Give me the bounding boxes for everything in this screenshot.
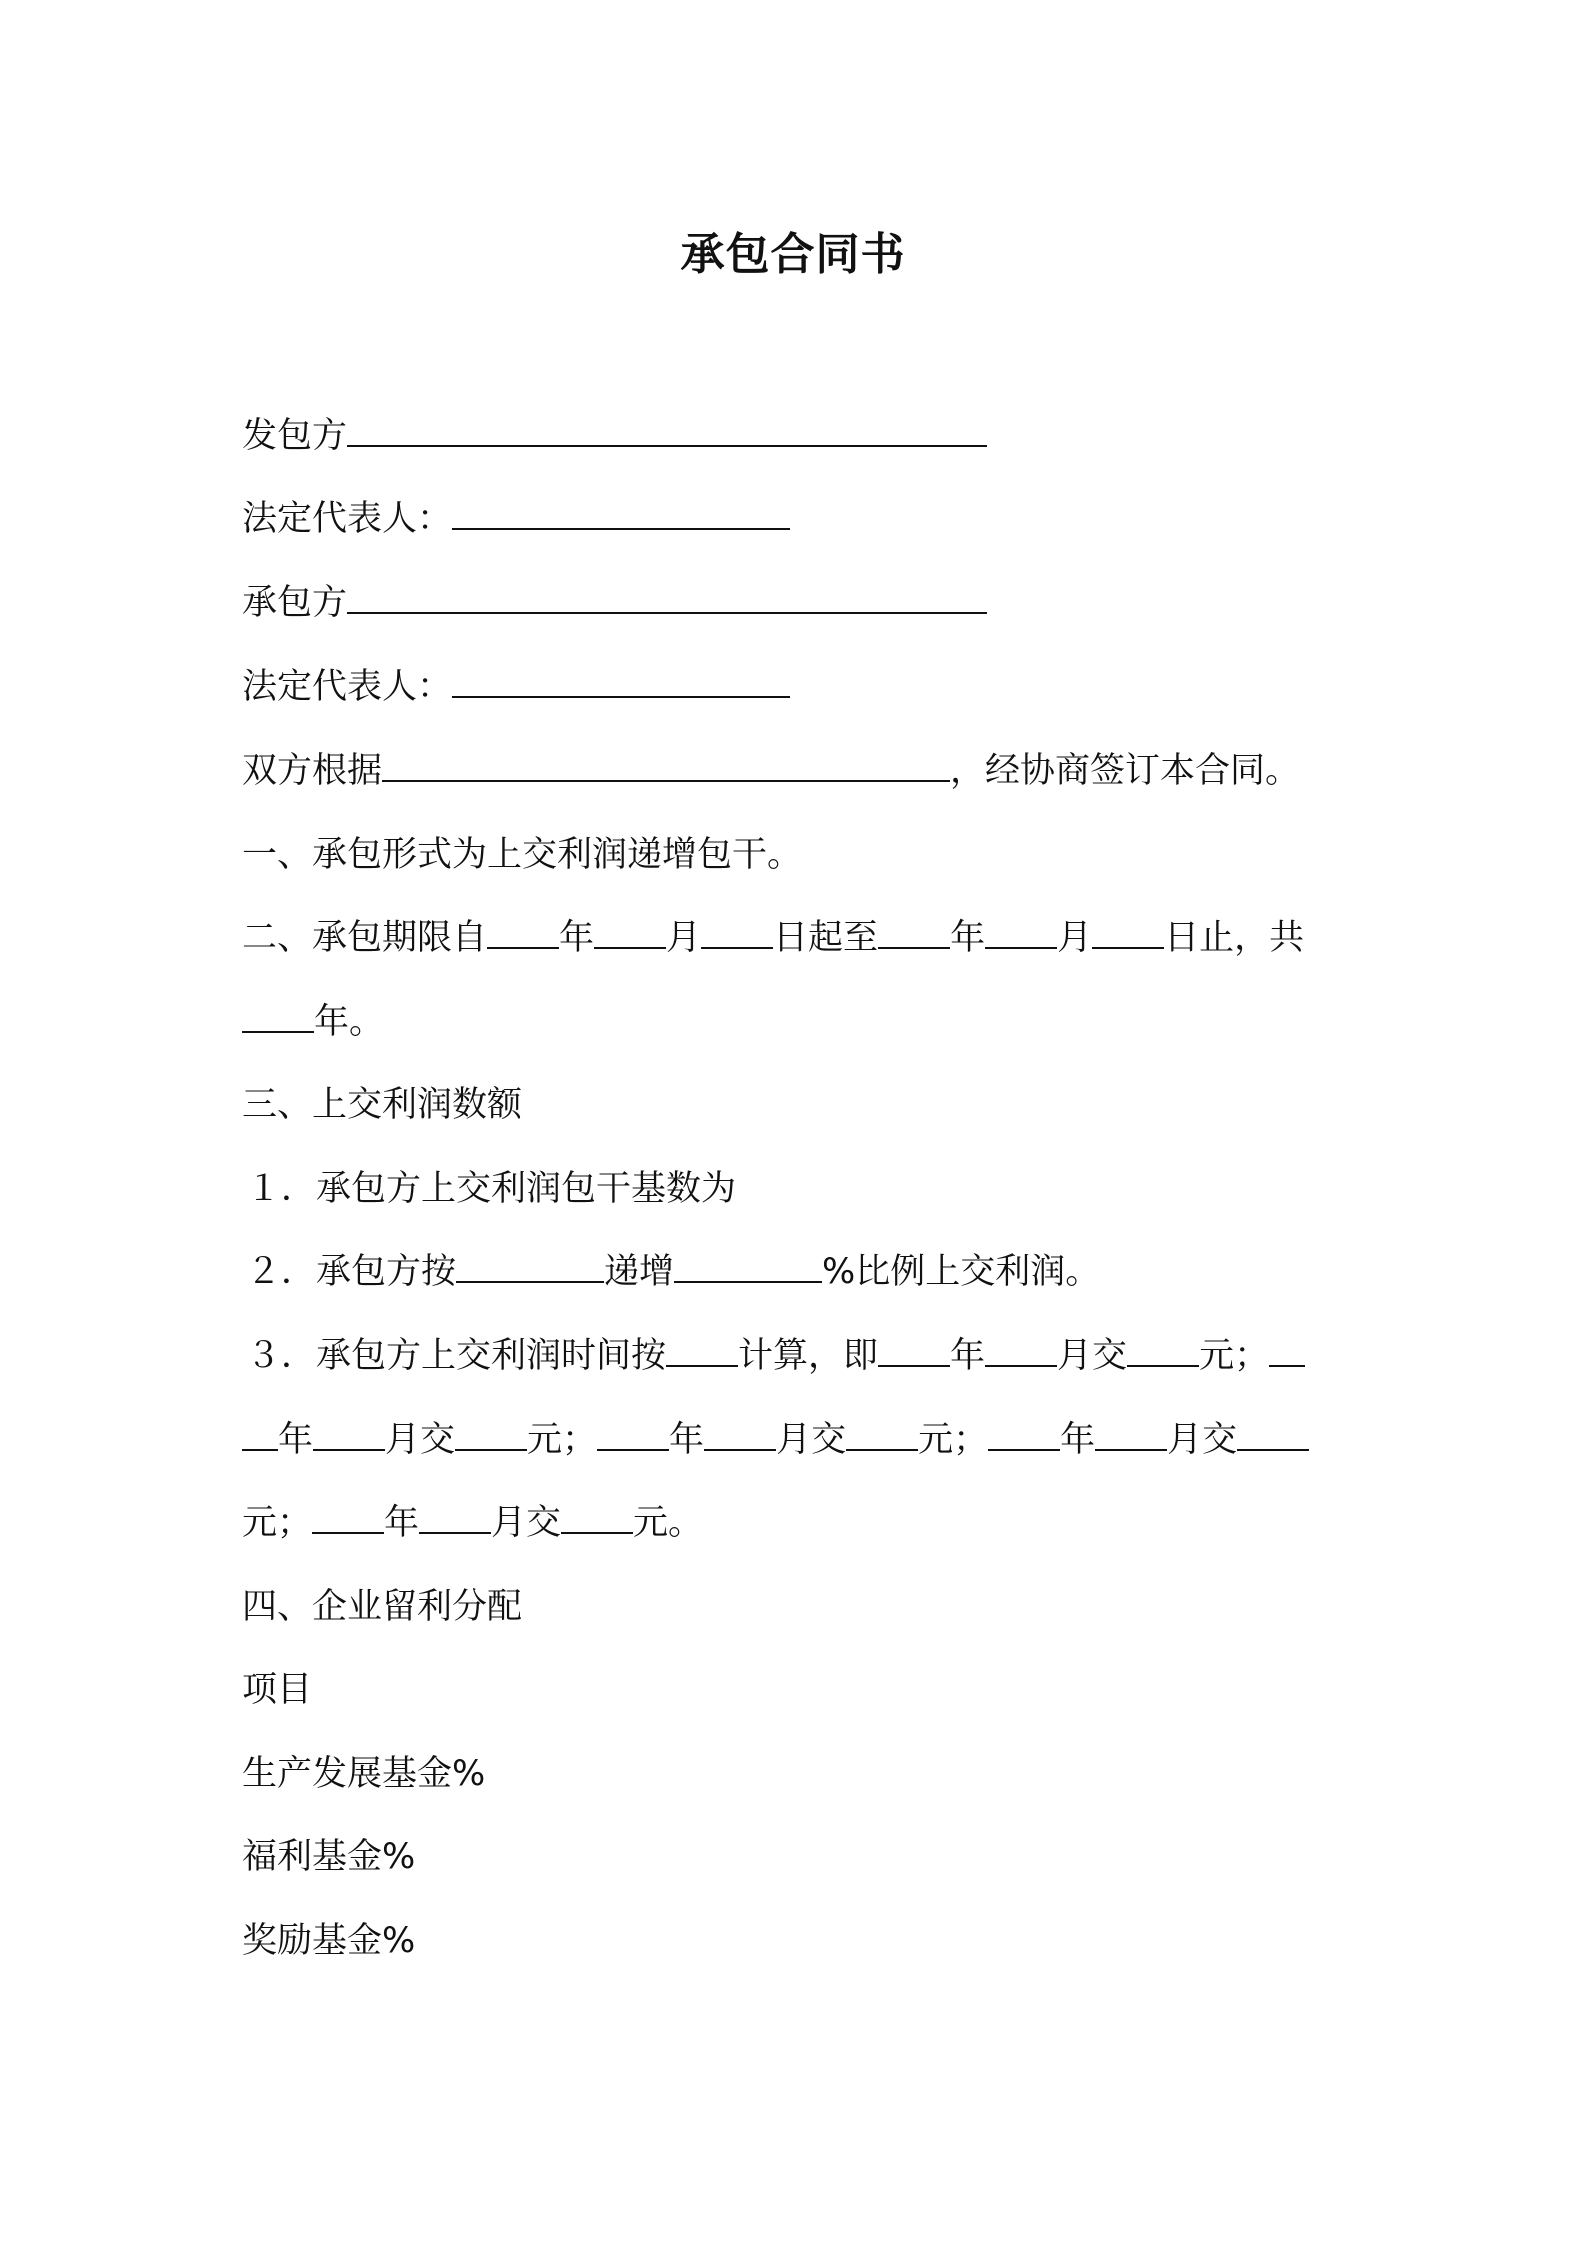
pay-4-year-blank[interactable] <box>988 1419 1060 1451</box>
increment-rate-blank[interactable] <box>674 1251 822 1283</box>
end-day-label: 日止，共 <box>1164 918 1305 958</box>
pay-1-month-blank[interactable] <box>985 1335 1057 1367</box>
item-2-suffix: %比例上交利润。 <box>822 1252 1101 1292</box>
pay-3-year: 年 <box>669 1420 705 1460</box>
pay-3-amount-blank[interactable] <box>846 1419 918 1451</box>
contractor-legal-rep-blank[interactable] <box>452 666 790 698</box>
employer-blank[interactable] <box>347 415 987 447</box>
pay-4-month-blank[interactable] <box>1095 1419 1167 1451</box>
pay-4-year: 年 <box>1060 1420 1096 1460</box>
pay-2-month: 月交 <box>385 1420 456 1460</box>
item-3-calc: 计算，即 <box>738 1336 879 1376</box>
employer-label: 发包方 <box>242 416 348 456</box>
employer-line <box>242 414 987 458</box>
section-1: 一、承包形式为上交利润递增包干。 <box>242 835 803 875</box>
pay-5-amount-blank[interactable] <box>561 1502 633 1534</box>
end-day-blank[interactable] <box>1092 917 1164 949</box>
basis-line <box>242 749 1300 793</box>
pay-5-month-blank[interactable] <box>419 1502 491 1534</box>
pay-1-month: 月交 <box>1057 1336 1128 1376</box>
legal-rep-label-2: 法定代表人： <box>242 667 453 707</box>
page-title: 承包合同书 <box>680 229 906 280</box>
start-month-label: 月 <box>666 918 702 958</box>
start-day-label: 日起至 <box>773 918 879 958</box>
section-2-line-1 <box>242 916 1304 960</box>
section-3-title: 三、上交利润数额 <box>242 1085 523 1125</box>
section-2-line-2 <box>242 1000 384 1044</box>
legal-rep-label: 法定代表人： <box>242 499 453 539</box>
start-year-label: 年 <box>559 918 595 958</box>
end-month-blank[interactable] <box>985 917 1057 949</box>
pay-1-year-blank[interactable] <box>878 1335 950 1367</box>
increment-basis-blank[interactable] <box>456 1251 604 1283</box>
pay-2-year-blank-b[interactable] <box>242 1419 278 1451</box>
item-3-line-2 <box>242 1418 1309 1462</box>
start-year-blank[interactable] <box>487 917 559 949</box>
section-2-prefix: 二、承包期限自 <box>242 918 488 958</box>
item-3-line-3 <box>242 1501 703 1545</box>
basis-prefix: 双方根据 <box>242 751 383 791</box>
pay-5-year: 年 <box>384 1503 420 1543</box>
pay-4-month: 月交 <box>1167 1420 1238 1460</box>
item-3-prefix: ３．承包方上交利润时间按 <box>246 1336 667 1376</box>
fund-welfare: 福利基金% <box>242 1837 416 1877</box>
total-years-label: 年。 <box>314 1002 385 1042</box>
calc-period-blank[interactable] <box>666 1335 738 1367</box>
end-month-label: 月 <box>1057 918 1093 958</box>
contractor-blank[interactable] <box>347 582 987 614</box>
pay-1-year: 年 <box>950 1336 986 1376</box>
pay-5-year-blank[interactable] <box>312 1502 384 1534</box>
pay-3-yuan: 元； <box>918 1420 989 1460</box>
total-years-blank[interactable] <box>242 1001 314 1033</box>
pay-4-amount-blank[interactable] <box>1237 1419 1309 1451</box>
pay-2-year-blank-a[interactable] <box>1269 1335 1305 1367</box>
contractor-line <box>242 581 987 625</box>
item-2 <box>246 1250 1100 1294</box>
pay-3-year-blank[interactable] <box>597 1419 669 1451</box>
pay-2-year: 年 <box>278 1420 314 1460</box>
fund-bonus: 奖励基金% <box>242 1921 416 1961</box>
pay-1-amount-blank[interactable] <box>1127 1335 1199 1367</box>
pay-5-month: 月交 <box>491 1503 562 1543</box>
employer-legal-rep-line <box>242 497 790 541</box>
item-2-prefix: ２．承包方按 <box>246 1252 457 1292</box>
employer-legal-rep-blank[interactable] <box>452 498 790 530</box>
pay-1-yuan: 元； <box>1199 1336 1270 1376</box>
item-2-mid: 递增 <box>604 1252 675 1292</box>
contractor-label: 承包方 <box>242 583 348 623</box>
contractor-legal-rep-line <box>242 665 790 709</box>
item-1: １．承包方上交利润包干基数为 <box>246 1169 737 1209</box>
end-year-label: 年 <box>950 918 986 958</box>
pay-3-month: 月交 <box>776 1420 847 1460</box>
item-label: 项目 <box>242 1670 313 1710</box>
end-year-blank[interactable] <box>878 917 950 949</box>
basis-suffix: ，经协商签订本合同。 <box>950 751 1301 791</box>
start-month-blank[interactable] <box>594 917 666 949</box>
basis-blank[interactable] <box>382 750 950 782</box>
pay-4-yuan: 元； <box>242 1503 313 1543</box>
pay-3-month-blank[interactable] <box>704 1419 776 1451</box>
start-day-blank[interactable] <box>701 917 773 949</box>
pay-2-yuan: 元； <box>527 1420 598 1460</box>
item-3-line-1 <box>246 1334 1305 1378</box>
fund-production: 生产发展基金% <box>242 1754 486 1794</box>
pay-2-amount-blank[interactable] <box>455 1419 527 1451</box>
section-4-title: 四、企业留利分配 <box>242 1587 523 1627</box>
pay-5-yuan: 元。 <box>633 1503 704 1543</box>
pay-2-month-blank[interactable] <box>313 1419 385 1451</box>
